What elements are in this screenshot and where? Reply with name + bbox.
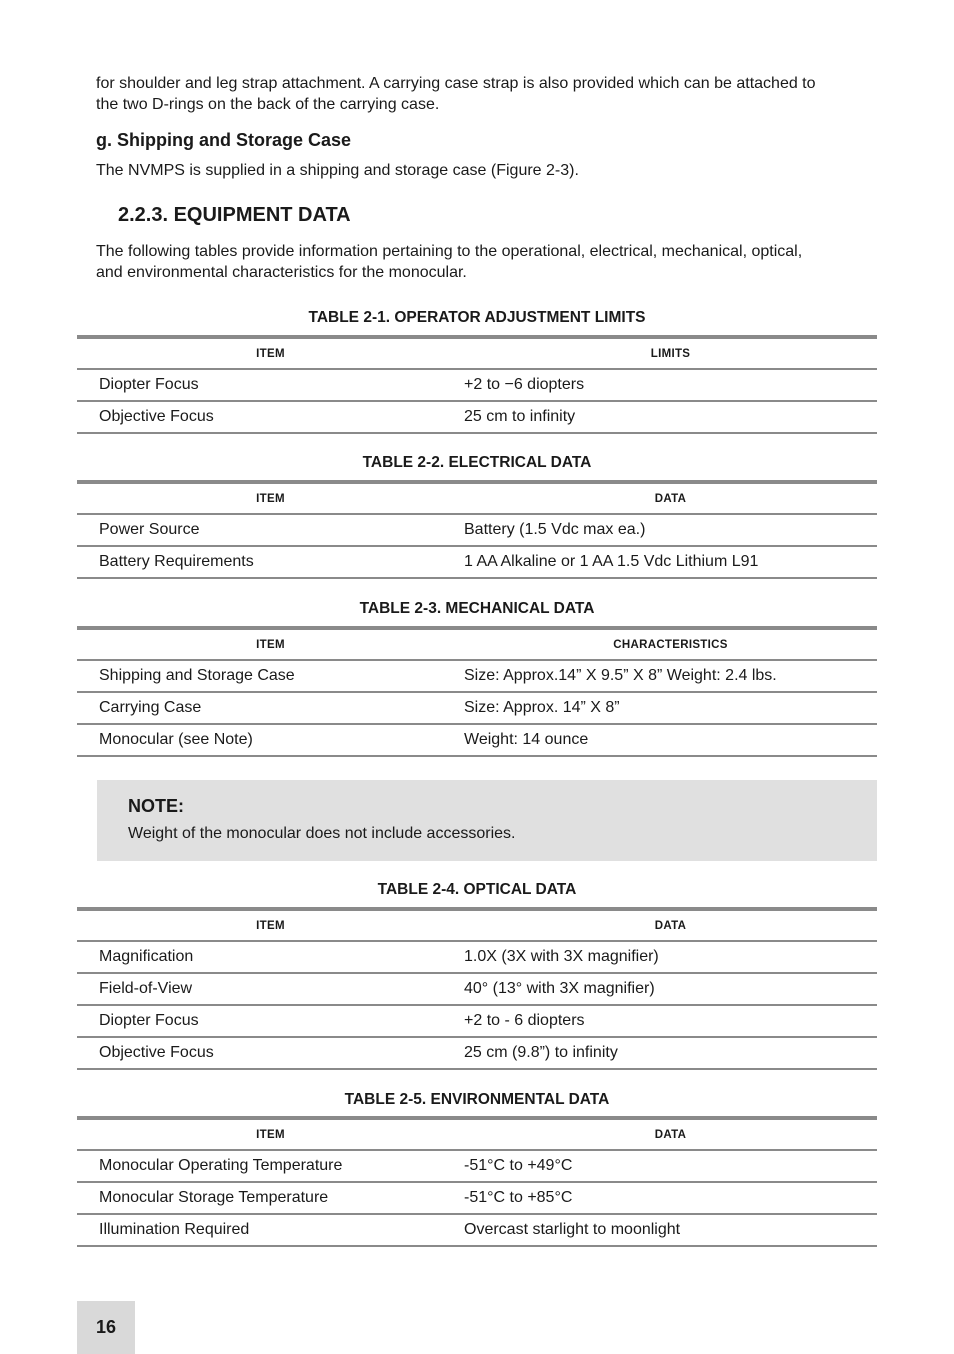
cell-value: 25 cm (9.8”) to infinity [464,1044,618,1061]
equipment-line-1: The following tables provide information pertaining to the operational, electrical, mechanical, optical, [96,243,803,260]
table-row [77,974,877,1006]
table-row [77,1038,877,1070]
cell-value: Size: Approx.14” X 9.5” X 8” Weight: 2.4 lbs. [464,667,777,684]
cell-value: -51°C to +85°C [464,1189,573,1206]
table-row [77,942,877,974]
table-electrical-data [77,480,877,579]
table-1-title: TABLE 2-1. OPERATOR ADJUSTMENT LIMITS [308,309,646,326]
cell-value: -51°C to +49°C [464,1157,573,1174]
table-optical-data [77,907,877,1070]
equipment-line-2: and environmental characteristics for the monocular. [96,263,467,281]
note-text: Weight of the monocular does not include accessories. [128,825,516,842]
note-box [97,780,877,861]
table-environmental-data [77,1116,877,1247]
intro-line-2: the two D-rings on the back of the carrying case. [96,95,440,113]
intro-line-1: for shoulder and leg strap attachment. A carrying case strap is also provided which can be attached to [96,75,816,92]
cell-value: Overcast starlight to moonlight [464,1221,681,1238]
table-4-title: TABLE 2-4. OPTICAL DATA [377,881,577,898]
cell-item: Objective Focus [99,408,214,425]
cell-item: Magnification [99,948,194,965]
column-header-limits: LIMITS [650,347,691,360]
cell-value: 25 cm to infinity [464,408,576,425]
column-header-data: DATA [654,1128,687,1141]
column-header-item: ITEM [256,492,285,505]
cell-value: +2 to −6 diopters [464,376,585,393]
cell-item: Objective Focus [99,1044,214,1061]
column-header-item: ITEM [256,919,285,932]
cell-item: Monocular Operating Temperature [99,1157,343,1174]
table-row [77,693,877,725]
table-row [77,515,877,547]
cell-item: Battery Requirements [99,553,254,570]
equipment-paragraph [96,242,886,283]
column-header-characteristics: CHARACTERISTICS [613,638,728,651]
table-row [77,547,877,579]
table-row [77,1215,877,1247]
table-row [77,661,877,693]
cell-item: Carrying Case [99,699,202,716]
note-title: NOTE: [128,796,184,816]
cell-item: Diopter Focus [99,376,199,393]
cell-value: 1.0X (3X with 3X magnifier) [464,948,659,965]
table-row [77,1151,877,1183]
table-operator-adjustment-limits [77,335,877,434]
column-header-item: ITEM [256,1128,285,1141]
cell-item: Shipping and Storage Case [99,667,295,684]
cell-item: Monocular Storage Temperature [99,1189,329,1206]
cell-value: Weight: 14 ounce [464,731,589,748]
shipping-text: The NVMPS is supplied in a shipping and storage case (Figure 2-3). [96,162,579,179]
cell-value: 40° (13° with 3X magnifier) [464,980,655,997]
shipping-heading: g. Shipping and Storage Case [96,130,352,150]
table-row [77,370,877,402]
table-header [77,1120,877,1151]
equipment-heading: 2.2.3. EQUIPMENT DATA [118,204,351,226]
table-header [77,339,877,370]
table-3-title: TABLE 2-3. MECHANICAL DATA [359,600,595,617]
table-row [77,1183,877,1215]
cell-value: Size: Approx. 14” X 8” [464,699,620,716]
column-header-data: DATA [654,919,687,932]
table-row [77,725,877,757]
table-header [77,630,877,661]
cell-item: Diopter Focus [99,1012,199,1029]
intro-paragraph [96,74,886,115]
table-2-title: TABLE 2-2. ELECTRICAL DATA [362,454,592,471]
table-header [77,484,877,515]
cell-item: Field-of-View [99,980,193,997]
cell-value: +2 to - 6 diopters [464,1012,585,1029]
table-header [77,911,877,942]
column-header-item: ITEM [256,638,285,651]
column-header-data: DATA [654,492,687,505]
table-mechanical-data [77,626,877,757]
cell-item: Power Source [99,521,200,538]
table-row [77,402,877,434]
cell-value: 1 AA Alkaline or 1 AA 1.5 Vdc Lithium L91 [464,553,759,570]
cell-value: Battery (1.5 Vdc max ea.) [464,521,646,538]
column-header-item: ITEM [256,347,285,360]
page-number: 16 [77,1301,135,1354]
cell-item: Monocular (see Note) [99,731,253,748]
table-5-title: TABLE 2-5. ENVIRONMENTAL DATA [344,1091,610,1108]
table-row [77,1006,877,1038]
cell-item: Illumination Required [99,1221,250,1238]
